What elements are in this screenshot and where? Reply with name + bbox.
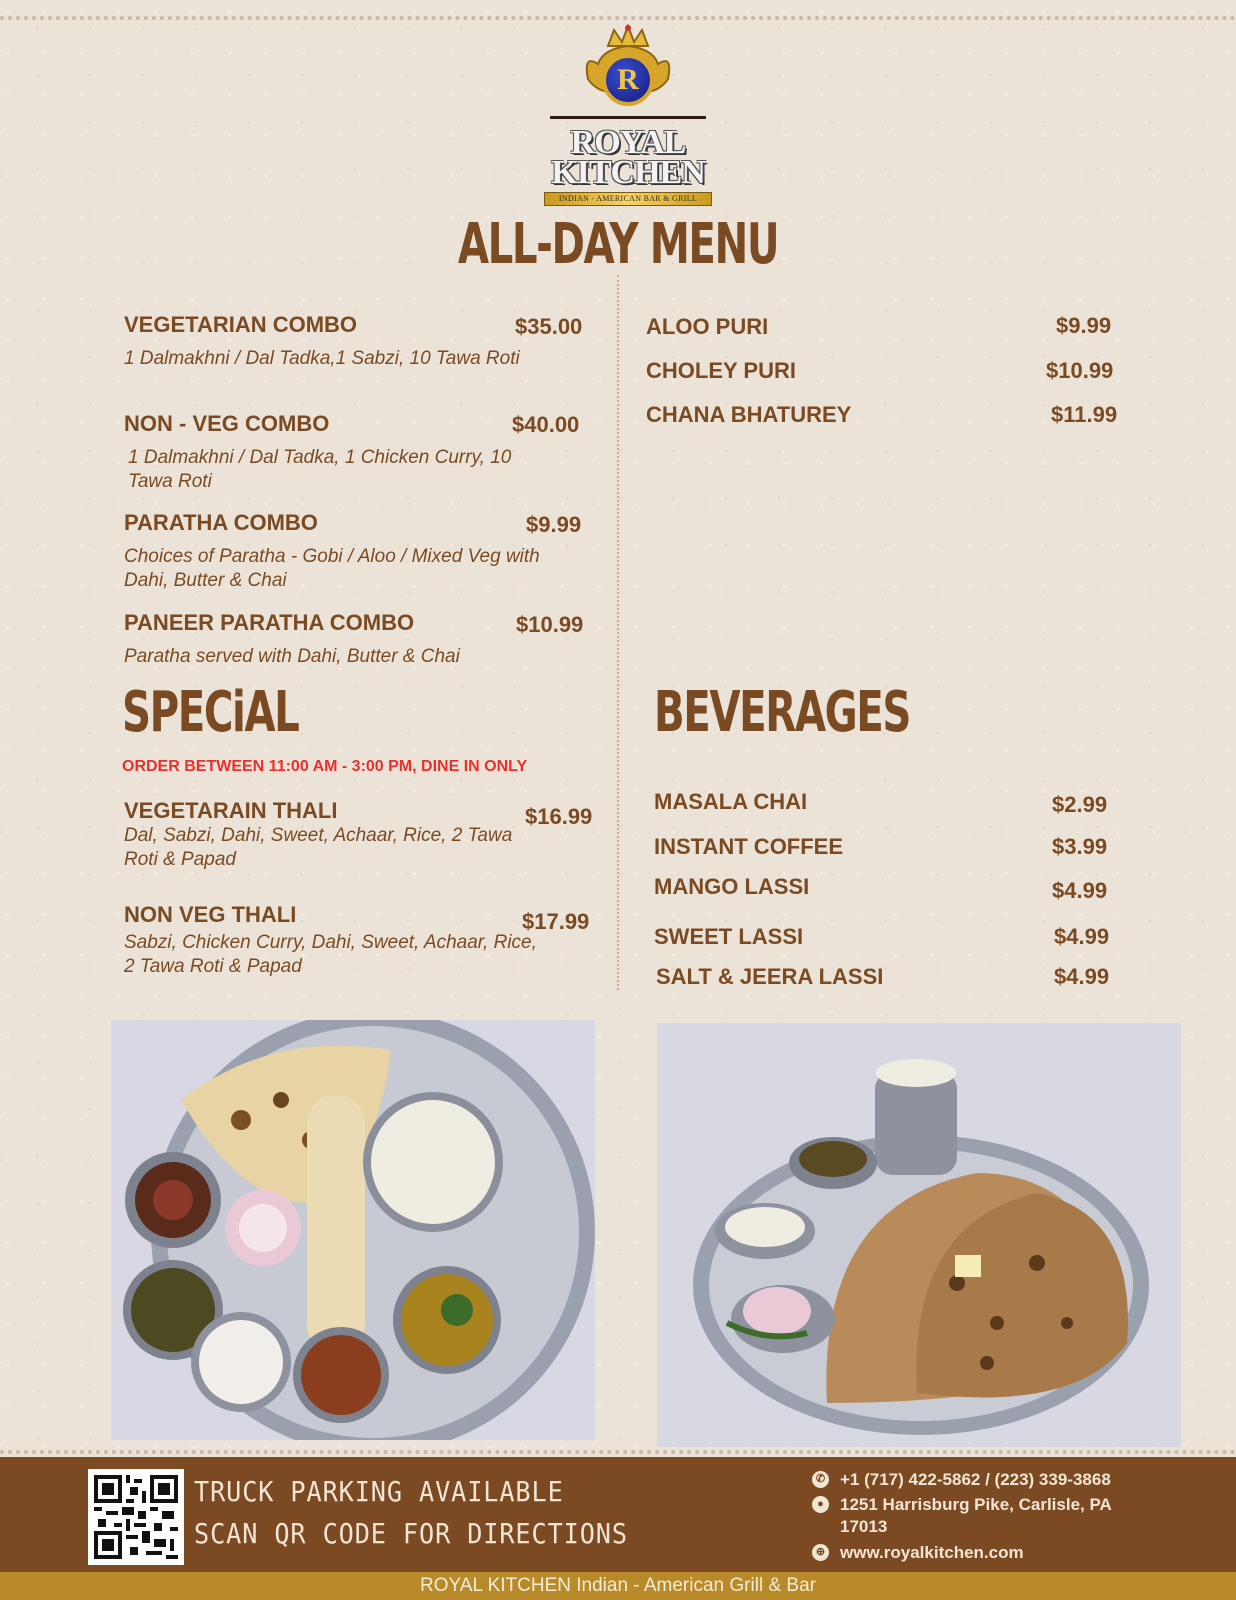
bottom-tagline-bar: ROYAL KITCHEN Indian - American Grill & Bar <box>0 1572 1236 1600</box>
puri-item-name: CHANA BHATUREY <box>646 402 852 427</box>
combo-desc: 1 Dalmakhni / Dal Tadka, 1 Chicken Curry, 10 Tawa Roti <box>128 447 512 492</box>
combo-price: $35.00 <box>515 314 583 339</box>
beverage-price: $4.99 <box>1052 878 1108 903</box>
beverage-name: SWEET LASSI <box>654 924 804 949</box>
logo-name-line1: ROYAL <box>570 124 686 161</box>
truck-parking-text: TRUCK PARKING AVAILABLE <box>194 1475 564 1508</box>
combo-name: NON - VEG COMBO <box>124 411 330 436</box>
thali-plate-image <box>111 1020 595 1440</box>
special-notice: ORDER BETWEEN 11:00 AM - 3:00 PM, DINE IN ONLY <box>122 758 528 775</box>
thali-photo <box>111 1020 595 1440</box>
beverage-name: SALT & JEERA LASSI <box>656 964 884 989</box>
puri-item-price: $11.99 <box>1051 402 1118 427</box>
special-item-price: $17.99 <box>522 909 590 934</box>
special-item-name: VEGETARAIN THALI <box>124 798 338 823</box>
puri-item-price: $10.99 <box>1046 358 1114 383</box>
beverage-name: INSTANT COFFEE <box>654 834 844 859</box>
combo-price: $40.00 <box>512 412 580 437</box>
beverage-price: $2.99 <box>1052 792 1108 817</box>
special-item-desc: Sabzi, Chicken Curry, Dahi, Sweet, Achaar, Rice, 2 Tawa Roti & Papad <box>124 932 537 977</box>
paratha-plate-image <box>657 1023 1181 1447</box>
beverage-name: MASALA CHAI <box>654 789 808 814</box>
qr-code[interactable] <box>88 1469 184 1565</box>
bottom-dotted-border <box>0 1450 1236 1454</box>
location-pin-icon: ● <box>812 1496 829 1513</box>
address-text: 1251 Harrisburg Pike, Carlisle, PA 17013 <box>840 1495 1112 1536</box>
special-item-name: NON VEG THALI <box>124 902 297 927</box>
beverages-title: BEVERAGES <box>654 680 910 745</box>
puri-item-price: $9.99 <box>1056 313 1112 338</box>
beverage-price: $4.99 <box>1054 924 1110 949</box>
combo-name: VEGETARIAN COMBO <box>124 312 358 337</box>
combo-desc: Choices of Paratha - Gobi / Aloo / Mixed Veg with Dahi, Butter & Chai <box>124 546 540 591</box>
combo-name: PARATHA COMBO <box>124 510 318 535</box>
special-item-desc: Dal, Sabzi, Dahi, Sweet, Achaar, Rice, 2 Tawa Roti & Papad <box>124 825 513 870</box>
phone-number: +1 (717) 422-5862 / (223) 339-3868 <box>840 1470 1111 1489</box>
menu-title: ALL-DAY MENU <box>457 212 779 277</box>
puri-item-name: ALOO PURI <box>646 314 769 339</box>
beverage-price: $4.99 <box>1054 964 1110 989</box>
special-title: SPECiAL <box>122 680 299 745</box>
column-divider <box>617 275 619 990</box>
combo-price: $10.99 <box>516 612 584 637</box>
paratha-photo <box>657 1023 1181 1447</box>
logo-rule <box>550 116 706 119</box>
combo-name: PANEER PARATHA COMBO <box>124 610 415 635</box>
combo-desc: Paratha served with Dahi, Butter & Chai <box>124 646 460 667</box>
footer <box>0 1457 1236 1572</box>
combo-desc: 1 Dalmakhni / Dal Tadka,1 Sabzi, 10 Tawa Roti <box>124 348 520 369</box>
logo-emblem: R <box>602 54 654 106</box>
special-item-price: $16.99 <box>525 804 593 829</box>
beverage-price: $3.99 <box>1052 834 1108 859</box>
puri-item-name: CHOLEY PURI <box>646 358 796 383</box>
globe-icon: ⊕ <box>812 1544 829 1561</box>
combo-price: $9.99 <box>526 512 582 537</box>
website-link[interactable]: www.royalkitchen.com <box>840 1543 1024 1562</box>
beverage-name: MANGO LASSI <box>654 874 810 899</box>
scan-qr-text: SCAN QR CODE FOR DIRECTIONS <box>194 1517 628 1550</box>
logo-name-line2: KITCHEN <box>551 154 705 191</box>
top-dotted-border <box>0 16 1236 20</box>
logo-tagline: INDIAN - AMERICAN BAR & GRILL <box>544 192 712 206</box>
royal-kitchen-logo <box>538 24 718 203</box>
qr-code-icon <box>94 1475 178 1559</box>
phone-icon: ✆ <box>812 1471 829 1488</box>
